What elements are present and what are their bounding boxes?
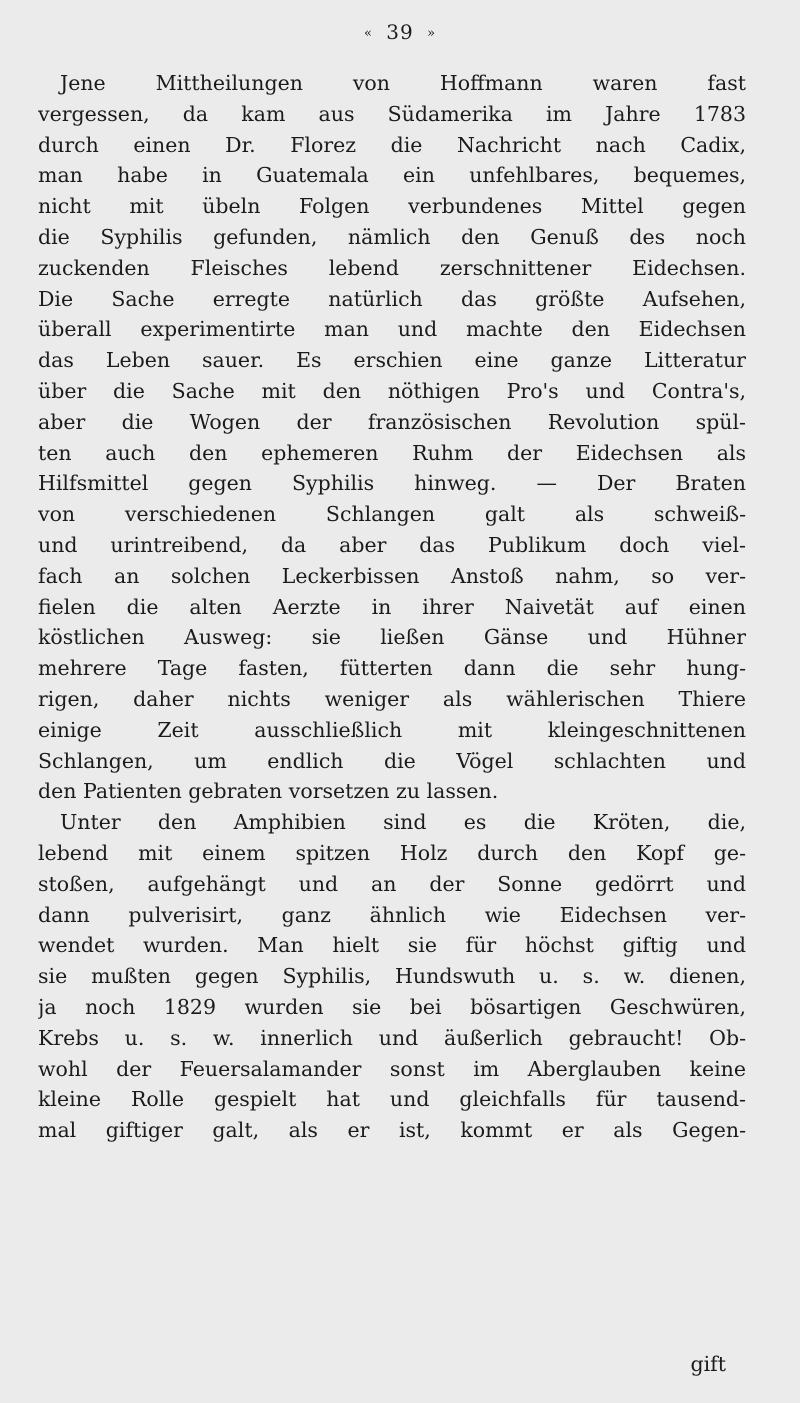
- text-line: den Patienten gebraten vorsetzen zu lassen.: [38, 779, 499, 804]
- text-line: aber die Wogen der französischen Revolution spül-: [38, 409, 746, 434]
- text-line: ja noch 1829 wurden sie bei bösartigen Geschwüren,: [38, 994, 746, 1019]
- text-line: rigen, daher nichts weniger als wählerischen Thiere: [38, 686, 746, 711]
- text-line: Jene Mittheilungen von Hoffmann waren fast: [60, 71, 746, 95]
- text-line: mehrere Tage fasten, fütterten dann die sehr hung-: [38, 656, 746, 681]
- text-line: Krebs u. s. w. innerlich und äußerlich gebraucht! Ob-: [38, 1025, 746, 1050]
- text-line: stoßen, aufgehängt und an der Sonne gedörrt und: [38, 871, 746, 896]
- text-line: fach an solchen Leckerbissen Anstoß nahm, so ver-: [38, 563, 746, 588]
- text-line: durch einen Dr. Florez die Nachricht nach Cadix,: [38, 132, 746, 157]
- text-line: dann pulverisirt, ganz ähnlich wie Eidechsen ver-: [38, 902, 746, 927]
- catchword: gift: [690, 1352, 726, 1376]
- text-line: zuckenden Fleisches lebend zerschnittener Eidechsen.: [38, 255, 746, 280]
- page-number-header: [0, 20, 800, 44]
- text-line: das Leben sauer. Es erschien eine ganze Litteratur: [38, 348, 746, 373]
- text-line: nicht mit übeln Folgen verbundenes Mittel gegen: [38, 194, 746, 219]
- text-line: über die Sache mit den nöthigen Pro's und Contra's,: [38, 378, 746, 403]
- text-line: überall experimentirte man und machte den Eidechsen: [38, 317, 746, 342]
- text-line: vergessen, da kam aus Südamerika im Jahre 1783: [38, 101, 746, 126]
- text-line: von verschiedenen Schlangen galt als schweiß-: [38, 502, 746, 527]
- text-line: fielen die alten Aerzte in ihrer Naivetät auf einen: [38, 594, 746, 619]
- text-line: Die Sache erregte natürlich das größte Aufsehen,: [38, 286, 746, 311]
- text-line: sie mußten gegen Syphilis, Hundswuth u. s. w. dienen,: [38, 964, 746, 989]
- page-number: 39: [386, 20, 414, 44]
- text-line: einige Zeit ausschließlich mit kleingeschnittenen: [38, 717, 746, 742]
- left-ornament: «: [363, 26, 373, 41]
- text-line: kleine Rolle gespielt hat und gleichfalls für tausend-: [38, 1087, 746, 1112]
- text-line: lebend mit einem spitzen Holz durch den Kopf ge-: [38, 840, 746, 865]
- text-line: Schlangen, um endlich die Vögel schlachten und: [38, 748, 746, 773]
- text-line: und urintreibend, da aber das Publikum doch viel-: [38, 532, 746, 557]
- text-line: Hilfsmittel gegen Syphilis hinweg. — Der Braten: [38, 471, 746, 496]
- text-line: man habe in Guatemala ein unfehlbares, bequemes,: [38, 163, 746, 188]
- text-line: ten auch den ephemeren Ruhm der Eidechsen als: [38, 440, 746, 465]
- text-line: köstlichen Ausweg: sie ließen Gänse und Hühner: [38, 625, 746, 650]
- text-line: Unter den Amphibien sind es die Kröten, die,: [60, 810, 746, 835]
- body-text: [38, 68, 746, 1146]
- right-ornament: »: [427, 26, 437, 41]
- text-line: die Syphilis gefunden, nämlich den Genuß des noch: [38, 224, 746, 249]
- text-line: wohl der Feuersalamander sonst im Aberglauben keine: [38, 1056, 746, 1081]
- text-line: mal giftiger galt, als er ist, kommt er als Gegen-: [38, 1118, 746, 1143]
- text-line: wendet wurden. Man hielt sie für höchst giftig und: [38, 933, 746, 958]
